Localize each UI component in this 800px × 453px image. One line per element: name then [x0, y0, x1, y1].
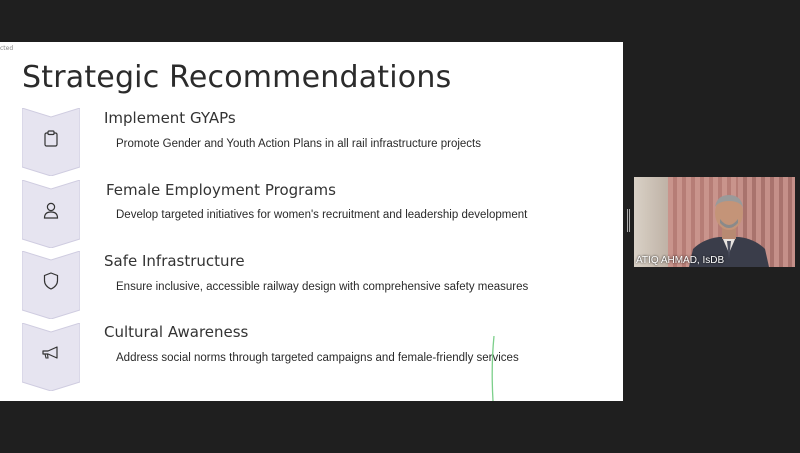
item-title-safe-infrastructure: Safe Infrastructure	[104, 252, 245, 270]
corner-label: cted	[0, 45, 14, 52]
chevron-shape-1	[22, 108, 80, 176]
annotation-stroke	[491, 336, 495, 401]
participant-name-label: ATIQ AHMAD, IsDB	[636, 255, 725, 266]
presentation-slide	[0, 42, 623, 401]
item-desc-cultural-awareness: Address social norms through targeted campaigns and female-friendly services	[116, 352, 519, 364]
clipboard-icon	[22, 128, 80, 148]
panel-resize-handle[interactable]	[627, 209, 630, 232]
participant-video-tile[interactable]	[634, 177, 795, 267]
person-icon	[22, 200, 80, 220]
shield-icon	[22, 271, 80, 291]
chevron-shape-4	[22, 323, 80, 391]
item-title-female-employment: Female Employment Programs	[106, 181, 336, 199]
chevron-shape-3	[22, 251, 80, 319]
background-curtain-left	[634, 177, 668, 267]
slide-title: Strategic Recommendations	[22, 60, 452, 95]
item-desc-gyaps: Promote Gender and Youth Action Plans in all rail infrastructure projects	[116, 138, 482, 150]
item-desc-safe-infrastructure: Ensure inclusive, accessible railway design with comprehensive safety measures	[116, 281, 529, 293]
chevron-shape-2	[22, 180, 80, 248]
item-desc-female-employment: Develop targeted initiatives for women's recruitment and leadership development	[116, 209, 528, 221]
item-title-gyaps: Implement GYAPs	[104, 109, 236, 127]
megaphone-icon	[22, 343, 80, 363]
item-title-cultural-awareness: Cultural Awareness	[104, 323, 249, 341]
